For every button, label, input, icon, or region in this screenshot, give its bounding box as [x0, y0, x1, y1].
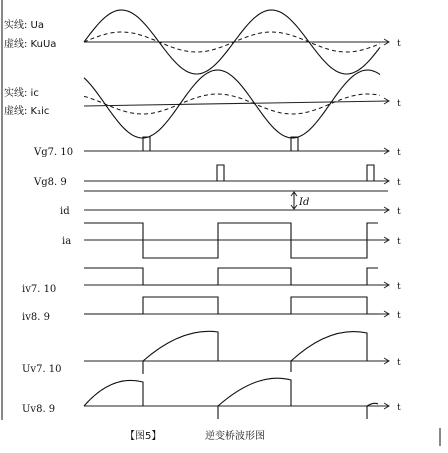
caption-tag: 【图5】	[125, 431, 162, 442]
label-vg710: Vg7. 10	[34, 147, 74, 158]
row-ic	[4, 70, 401, 138]
t-label-iv89: t	[397, 311, 401, 321]
caption	[125, 429, 265, 442]
row-uv89	[22, 378, 401, 419]
vg89-pulse	[367, 165, 374, 181]
label-iv710: iv7. 10	[22, 284, 57, 295]
t-label-iv710: t	[397, 282, 401, 292]
label-ua-solid: 实线: Ua	[4, 20, 44, 31]
uv710-arc	[291, 332, 367, 372]
vg89-pulse	[217, 165, 224, 181]
caption-text: 逆变桥波形图	[205, 431, 265, 442]
uv710-arc	[143, 331, 218, 374]
iv89-wave	[84, 297, 378, 314]
label-ia: ia	[62, 236, 72, 247]
row-ua	[4, 10, 401, 74]
vg710-pulse	[291, 137, 298, 151]
row-ia	[62, 223, 401, 258]
vg710-pulse	[143, 137, 150, 151]
t-label-ic: t	[397, 99, 401, 109]
label-vg89: Vg8. 9	[34, 177, 67, 188]
t-label-uv89: t	[397, 403, 401, 413]
label-id: id	[60, 206, 70, 217]
row-id	[60, 206, 401, 217]
id-magnitude-marker	[84, 191, 388, 209]
row-iv710	[22, 268, 401, 295]
t-label-id: t	[397, 207, 401, 217]
label-uv710: Uv7. 10	[22, 364, 62, 375]
row-vg89	[33, 165, 401, 188]
id-marker-label: Id	[299, 197, 310, 208]
t-label-ia: t	[397, 237, 401, 247]
t-label-uv710: t	[397, 358, 401, 368]
uv89-arc	[84, 380, 143, 406]
axis-ic	[84, 101, 388, 106]
t-label-vg710: t	[397, 148, 401, 158]
iv710-wave	[84, 268, 378, 285]
row-vg710	[33, 137, 401, 158]
uv89-arc	[218, 378, 291, 419]
label-uv89: Uv8. 9	[22, 404, 56, 415]
label-ua-dashed: 虚线: KuUa	[4, 39, 57, 50]
label-ic-solid: 实线: ic	[4, 88, 39, 99]
label-ic-dashed: 虚线: K₁ic	[4, 106, 50, 117]
row-uv710	[22, 331, 401, 375]
t-label-vg89: t	[397, 178, 401, 188]
label-iv89: iv8. 9	[22, 312, 50, 323]
row-iv89	[22, 297, 401, 323]
t-label-ua: t	[397, 39, 401, 49]
